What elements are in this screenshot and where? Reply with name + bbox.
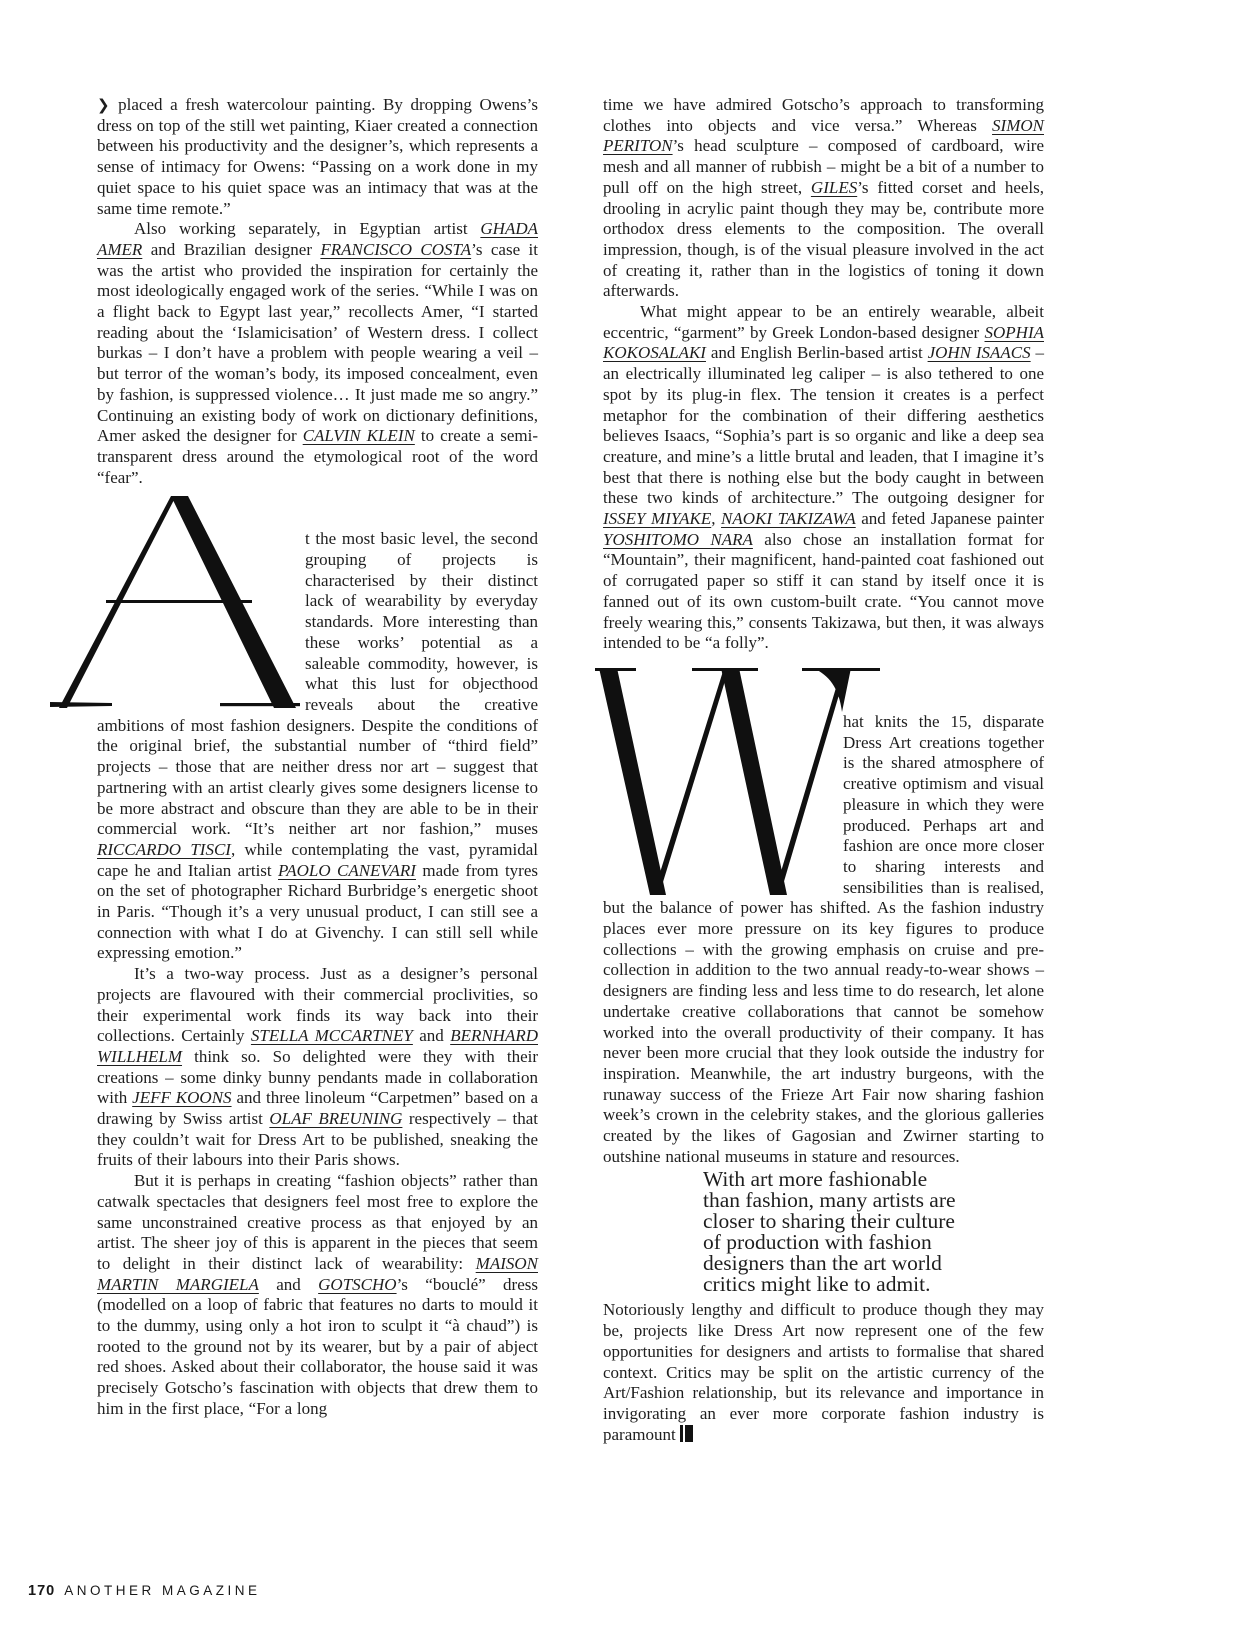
text-run: – an electrically illuminated leg caliper – is also tethered to one spot by its plug-in flex. The tension it creates is a perfect metaphor for the combination of their differing aesthetics believes Isaacs, “Sophia’s part is so organic and like a deep sea creature, and mine’s a little brutal and leaden, that I imagine it’s best that there is nothing else but the body caught in between these two kinds of architecture.” The outgoing designer for [603,343,1044,508]
text-run: ’s head sculpture – composed of cardboard, wire mesh and all manner of rubbish – might be a bit of a number to pull off on the high street, [603,136,1044,197]
text-run: and three linoleum “Carpetmen” based on a drawing by Swiss artist [97,1088,538,1129]
text-run: also chose an installation format for “Mountain”, their magnificent, hand-painted coat fashioned out of corrugated paper so stiff it can stand by itself once it is fanned out of its own custom-built crate. “You cannot move freely wearing this,” consents Takizawa, but then, it was always intended to be “a folly”. [603,529,1044,653]
drop-cap-a-glyph [50,496,300,711]
text-run: time we have admired Gotscho’s approach to transforming clothes into objects and vice versa.” Whereas [603,95,1044,135]
paragraph [97,95,538,219]
text-run: think so. So delighted were they with their creations – some dinky bunny pendants made in collaboration with [97,1046,538,1108]
collaborator-name: SIMON PERITON [603,115,1044,156]
pull-quote [603,1169,1044,1295]
drop-cap-a [97,529,305,715]
closing-paragraph [603,1300,1044,1445]
paragraph-with-drop-cap-w [603,712,1044,1167]
text-run: ’s case it was the artist who provided the inspiration for certainly the most ideologically engaged work of the series. “While I was on a flight back to Egypt last year,” recollects Amer, “I started reading about the ‘Islamicisation’ of Western dress. I collect burkas – I don’t have a problem with people wearing a veil – but terror of the woman’s body, its imposed concealment, even by fashion, is suppressed violence… It just made me so angry.” Continuing an existing body of work on dictionary definitions, Amer asked the designer for [97,239,538,446]
collaborator-name: NAOKI TAKIZAWA [721,509,856,529]
text-run: placed a fresh watercolour painting. By dropping Owens’s dress on top of the still wet painting, Kiaer created a connection between his productivity and the designer’s, which represents a sense of intimacy for Owens: “Passing on a work done in my quiet space to his quiet space was an intimacy that was at the same time remote.” [97,95,538,218]
pull-quote-line: designers than the art world [703,1251,942,1276]
magazine-title: ANOTHER MAGAZINE [64,1583,261,1598]
text-run: and English Berlin-based artist [705,343,928,363]
text-run: and [258,1274,319,1294]
collaborator-name: MAISON MARTIN MARGIELA [97,1253,538,1294]
paragraph [97,1171,538,1419]
collaborator-name: SOPHIA KOKOSALAKI [603,322,1044,363]
pull-quote-line: critics might like to admit. [703,1272,931,1297]
collaborator-name: BERNHARD WILLHELM [97,1026,539,1066]
collaborator-name: JEFF KOONS [132,1088,232,1108]
collaborator-name: CALVIN KLEIN [302,426,415,446]
pull-quote-line: than fashion, many artists are [703,1188,956,1213]
collaborator-name: GILES [810,177,858,197]
text-run: , [711,509,722,529]
collaborator-name: OLAF BREUNING [269,1109,403,1129]
text-run: hat knits the 15, disparate Dress Art creations together is the shared atmosphere of creative optimism and visual pleasure in which they were produced. Perhaps art and fashion are once more closer to sharing interests and sensibilities than is realised, but the balance of power has shifted. As the fashion industry places ever more pressure on its key figures to produce collections – with the growing emphasis on cruise and pre-collection in addition to the two annual ready-to-wear shows – designers are finding less and less time to do research, let alone undertake creative collaborations that cannot be somehow worked into the overall productivity of their company. It has never been more crucial that they look outside the industry for inspiration. Meanwhile, the art industry burgeons, with the runaway success of the Frieze Art Fair now sharing fashion week’s crown in the celebrity stakes, and the glorious galleries created by the likes of Gagosian and Zwirner starting to outshine national museums in stature and resources. [603,711,1044,1166]
end-mark-icon [680,1425,693,1442]
text-run: and Brazilian designer [142,239,321,259]
paragraph [603,95,1044,302]
pull-quote-line: With art more fashionable [703,1167,928,1192]
collaborator-name: PAOLO CANEVARI [278,860,416,880]
collaborator-name: STELLA MCCARTNEY [250,1026,413,1046]
text-run: and feted Japanese painter [855,509,1044,529]
text-run: t the most basic level, the second grouping of projects is characterised by their distinct lack of wearability by everyday standards. More interesting than these works’ potential as a saleable commodity, however, is what this lust for objecthood reveals about the creative ambitions of most fashion designers. Despite the conditions of the original brief, the substantial number of “third field” projects – those that are neither dress nor art – suggest that partnering with an artist clearly gives some designers license to be more abstract and obscure than they are able to be in their commercial work. “It’s neither art nor fashion,” muses [97,529,538,839]
pull-quote-line: closer to sharing their culture [703,1209,955,1234]
page-number: 170 [28,1583,56,1599]
text-run: ’s “bouclé” dress (modelled on a loop of fabric that features no darts to mould it to the dummy, using only a hot iron to sculpt it “à chaud”) is rooted to the ground not by its wearer, but by a pair of abject red shoes. Asked about their collaborator, the house said it was precisely Gotscho’s fascination with objects that drew them to him in the first place, “For a long [97,1274,538,1418]
article-body [97,95,1044,1445]
text-run: But it is perhaps in creating “fashion objects” rather than catwalk spectacles that designers feel most free to explore the same unconstrained creative process as that enjoyed by an artist. The sheer joy of this is apparent in the pieces that seem to delight in their distinct lack of wearability: [97,1171,538,1273]
paragraph-with-drop-cap-a [97,529,538,964]
text-run: Notoriously lengthy and difficult to produce though they may be, projects like Dress Art now represent one of the few opportunities for designers and artists to formalise that shared context. Critics may be split on the artistic currency of the Art/Fashion relationship, but its relevance and importance in invigorating an ever more corporate fashion industry is paramount [603,1300,1044,1444]
text-run: to create a semi-transparent dress around the etymological root of the word “fear”. [97,426,538,487]
text-run: It’s a two-way process. Just as a designer’s personal projects are flavoured with their commercial proclivities, so their experimental work finds its way back into their collections. Certainly [97,964,538,1046]
paragraph [603,302,1044,654]
collaborator-name: GOTSCHO [318,1274,397,1294]
drop-cap-w [603,712,843,898]
paragraph [97,219,538,488]
collaborator-name: ISSEY MIYAKE [603,509,712,529]
left-column [97,95,538,1445]
text-run: and [412,1026,451,1046]
pull-quote-line: of production with fashion [703,1230,932,1255]
collaborator-name: YOSHITOMO NARA [603,529,753,549]
collaborator-name: GHADA AMER [97,219,538,259]
collaborator-name: FRANCISCO COSTA [320,239,472,259]
page-footer [28,1583,260,1599]
right-column [603,95,1044,1445]
text-run: What might appear to be an entirely wearable, albeit eccentric, “garment” by Greek London-based designer [603,302,1044,342]
continuation-arrow-icon: ❯ [97,96,119,114]
collaborator-name: JOHN ISAACS [927,343,1031,363]
text-run: , while contemplating the vast, pyramidal cape he and Italian artist [97,839,538,880]
collaborator-name: RICCARDO TISCI [97,839,231,859]
text-run: Also working separately, in Egyptian artist [134,219,481,239]
paragraph [97,964,538,1171]
text-run: made from tyres on the set of photographer Richard Burbridge’s energetic shoot in Paris. “Though it’s a very unusual product, I can still see a connection with what I do at Givenchy. I can still sell while expressing emotion.” [97,860,539,963]
drop-cap-w-glyph [595,668,880,895]
text-run: ’s fitted corset and heels, drooling in acrylic paint though they may be, contribute more orthodox dress elements to the composition. The overall impression, though, is of the visual pleasure involved in the act of creating it, rather than in the logistics of toning it down afterwards. [603,177,1044,301]
text-run: respectively – that they couldn’t wait for Dress Art to be published, sneaking the fruits of their labours into their Paris shows. [97,1109,539,1170]
